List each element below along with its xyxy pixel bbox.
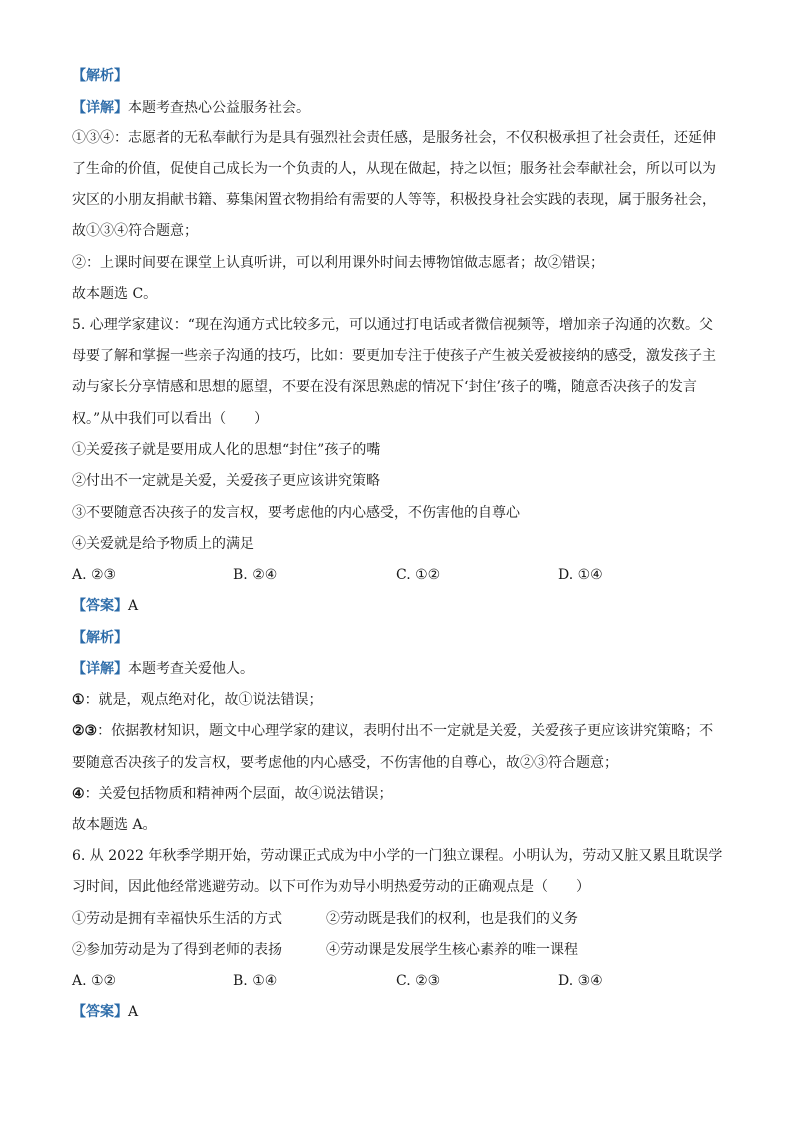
- detail-text: 本题考查关爱他人。: [128, 661, 254, 677]
- answer-tag: 【答案】: [72, 1004, 128, 1020]
- detail-text: 本题考查热心公益服务社会。: [128, 100, 310, 116]
- statement-item: ②劳动既是我们的权利，也是我们的义务: [326, 911, 578, 927]
- option-a: A. ②③: [72, 567, 117, 583]
- analysis-tag: 【解析】: [72, 630, 128, 646]
- option-b: B. ①④: [233, 973, 278, 989]
- analysis-text: ：依据教材知识，题文中心理学家的建议，表明付出不一定就是关爱，关爱孩子更应该讲究策略；不: [97, 723, 714, 739]
- analysis-text-line: [72, 721, 732, 741]
- answer-value: A: [128, 598, 139, 614]
- analysis-text-line: [72, 815, 732, 835]
- option-b: B. ②④: [233, 567, 278, 583]
- answer-line: [72, 596, 732, 616]
- question-stem-line: 母要了解和掌握一些亲子沟通的技巧，比如：要更加专注于使孩子产生被关爱被接纳的感受，激发孩子主: [72, 348, 716, 364]
- analysis-text: ：就是，观点绝对化，故①说法错误；: [84, 692, 323, 708]
- analysis-tag: 【解析】: [72, 68, 128, 84]
- analysis-text-line: 了生命的价值，促使自己成长为一个负责的人，从现在做起，持之以恒；服务社会奉献社会，所以可以为: [72, 161, 716, 177]
- statement-item: ②付出不一定就是关爱，关爱孩子更应该讲究策略: [72, 473, 380, 489]
- question-stem-line: 5. 心理学家建议：“现在沟通方式比较多元，可以通过打电话或者微信视频等，增加亲子沟通的次数。父: [72, 317, 713, 333]
- option-d: D. ①④: [558, 567, 603, 583]
- statement-item: ④关爱就是给予物质上的满足: [72, 536, 254, 552]
- analysis-text: ：关爱包括物质和精神两个层面，故④说法错误；: [84, 786, 393, 802]
- statement-item: ①劳动是拥有幸福快乐生活的方式: [72, 911, 282, 927]
- analysis-text-line: 故①③④符合题意；: [72, 223, 198, 239]
- answer-value: A: [128, 1004, 139, 1020]
- detail-line: [72, 659, 732, 679]
- detail-line: [72, 98, 732, 118]
- analysis-heading: [72, 628, 732, 648]
- answer-line: [72, 1002, 732, 1022]
- analysis-heading: [72, 66, 732, 86]
- analysis-text: 故本题选 A。: [72, 817, 157, 833]
- analysis-text-line: ①③④：志愿者的无私奉献行为是具有强烈社会责任感，是服务社会，不仅积极承担了社会责任，还延伸: [72, 130, 716, 146]
- question-stem-line: 习时间，因此他经常逃避劳动。以下可作为劝导小明热爱劳动的正确观点是（ ）: [72, 879, 590, 895]
- question-stem-line: 6. 从 2022 年秋季学期开始，劳动课正式成为中小学的一门独立课程。小明认为，劳动又脏又累且耽误学: [72, 848, 723, 864]
- detail-tag: 【详解】: [72, 100, 128, 116]
- statement-item: ④劳动课是发展学生核心素养的唯一课程: [326, 942, 578, 958]
- option-c: C. ①②: [396, 567, 441, 583]
- analysis-text-line: 故本题选 C。: [72, 286, 158, 302]
- statement-key: ④: [72, 786, 85, 802]
- statement-item: ①关爱孩子就是要用成人化的思想“封住”孩子的嘴: [72, 442, 381, 458]
- answer-tag: 【答案】: [72, 598, 128, 614]
- analysis-text-line: ②：上课时间要在课堂上认真听讲，可以利用课外时间去博物馆做志愿者；故②错误；: [72, 255, 604, 271]
- analysis-text-line: [72, 784, 732, 804]
- statement-item: ③不要随意否决孩子的发言权，要考虑他的内心感受，不伤害他的自尊心: [72, 505, 520, 521]
- option-d: D. ③④: [558, 973, 603, 989]
- analysis-text: 要随意否决孩子的发言权，要考虑他的内心感受，不伤害他的自尊心，故②③符合题意；: [72, 755, 618, 771]
- statement-item: ②参加劳动是为了得到老师的表扬: [72, 942, 282, 958]
- analysis-text-line: [72, 753, 732, 773]
- option-a: A. ①②: [72, 973, 117, 989]
- statement-key: ①: [72, 692, 85, 708]
- analysis-text-line: [72, 690, 732, 710]
- question-stem-line: 动与家长分享情感和思想的愿望，不要在没有深思熟虑的情况下‘封住’孩子的嘴，随意否决孩子的发言: [72, 379, 697, 395]
- statement-key: ②③: [72, 723, 98, 739]
- option-c: C. ②③: [396, 973, 441, 989]
- analysis-text-line: 灾区的小朋友捐献书籍、募集闲置衣物捐给有需要的人等等，积极投身社会实践的表现，属于服务社会，: [72, 192, 716, 208]
- detail-tag: 【详解】: [72, 661, 128, 677]
- question-stem-line: 权。”从中我们可以看出（ ）: [72, 411, 269, 427]
